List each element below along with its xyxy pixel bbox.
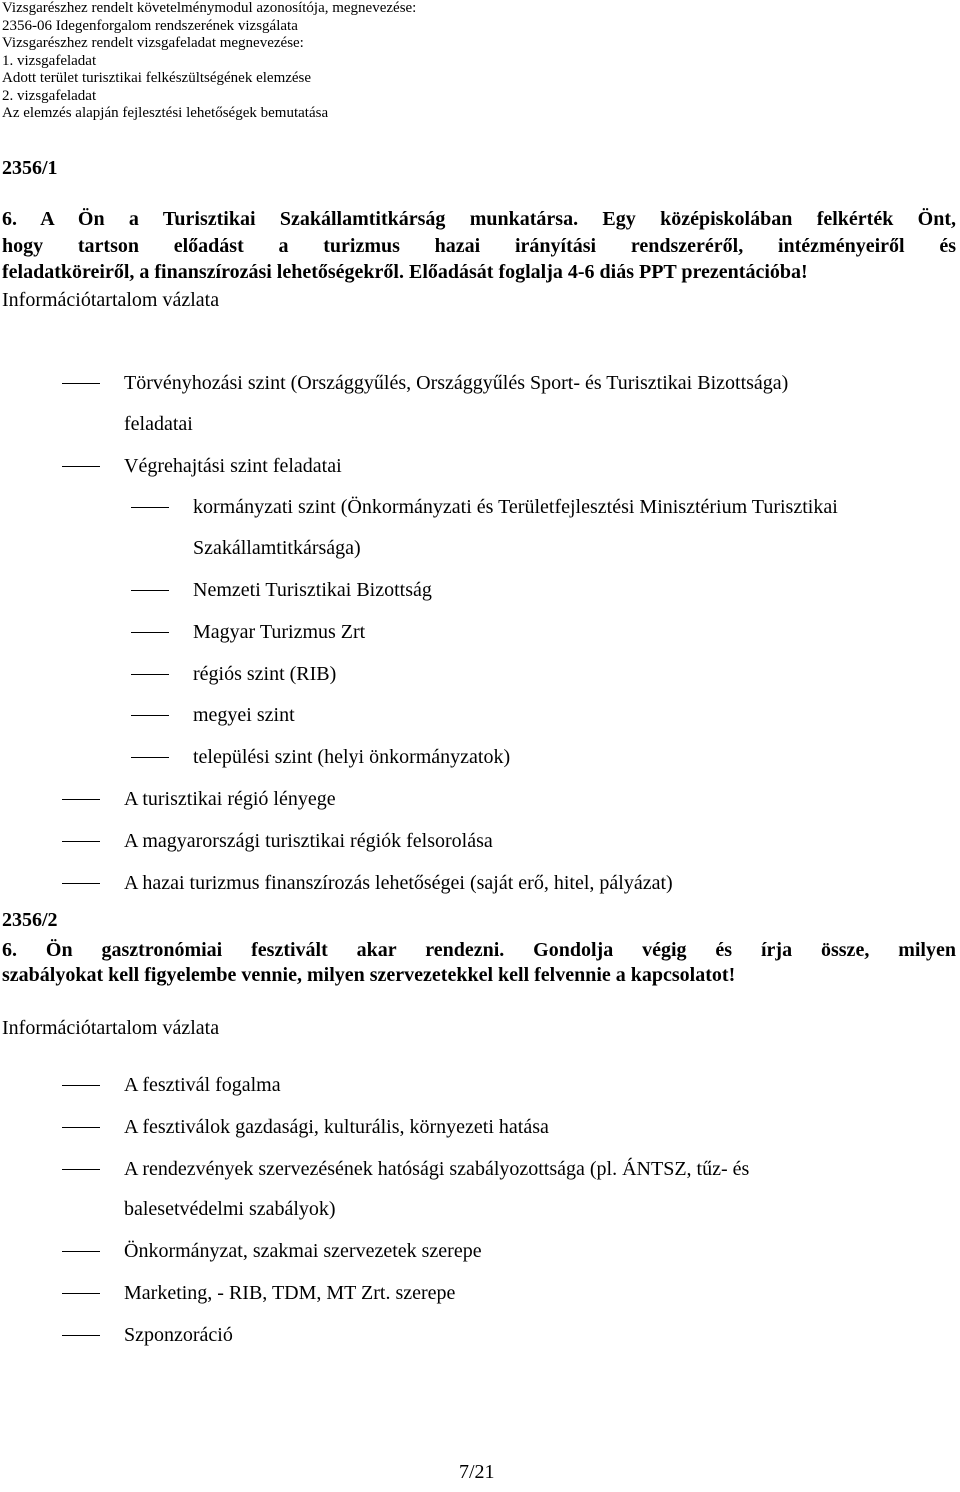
outline-item-text: feladatai — [124, 413, 193, 435]
question-line: feladatköreiről, a finanszírozási lehetőségekről. Előadását foglalja 4-6 diás PPT prezentációba! — [2, 261, 808, 283]
dash-bullet-icon — [62, 383, 100, 384]
dash-bullet-icon — [62, 466, 100, 467]
page-number: 7/21 — [459, 1461, 495, 1483]
outline-item-text: Szponzoráció — [124, 1324, 233, 1346]
dash-bullet-icon — [131, 715, 169, 716]
outline-subitem-text: Szakállamtitkársága) — [193, 537, 361, 559]
outline-item-text: A fesztivál fogalma — [124, 1074, 281, 1096]
question-line: szabályokat kell figyelembe vennie, milyen szervezetekkel kell felvennie a kapcsolatot! — [2, 964, 736, 986]
outline-item-text: Törvényhozási szint (Országgyűlés, Országgyűlés Sport- és Turisztikai Bizottsága) — [124, 372, 789, 394]
outline-item-text: A hazai turizmus finanszírozás lehetőségei (saját erő, hitel, pályázat) — [124, 872, 673, 894]
dash-bullet-icon — [62, 1293, 100, 1294]
dash-bullet-icon — [62, 1085, 100, 1086]
dash-bullet-icon — [62, 1335, 100, 1336]
outline-label: Információtartalom vázlata — [2, 289, 220, 311]
outline-label: Információtartalom vázlata — [2, 1017, 220, 1039]
outline-subitem-text: régiós szint (RIB) — [193, 663, 337, 685]
dash-bullet-icon — [62, 1251, 100, 1252]
header-line: 2356-06 Idegenforgalom rendszerének vizsgálata — [2, 17, 298, 34]
outline-subitem-text: települési szint (helyi önkormányzatok) — [193, 746, 511, 768]
outline-subitem-text: megyei szint — [193, 704, 295, 726]
header-line: Az elemzés alapján fejlesztési lehetőségek bemutatása — [2, 105, 329, 121]
dash-bullet-icon — [62, 1127, 100, 1128]
document-header — [2, 0, 416, 123]
question-line: 6. Ön gasztronómiai fesztivált akar rendezni. Gondolja végig és írja össze, milyen — [2, 939, 956, 961]
outline-item-text: A fesztiválok gazdasági, kulturális, környezeti hatása — [124, 1116, 549, 1138]
outline-item-text: balesetvédelmi szabályok) — [124, 1198, 336, 1220]
dash-bullet-icon — [131, 632, 169, 633]
task-code: 2356/1 — [2, 157, 58, 179]
header-line: Adott terület turisztikai felkészültségének elemzése — [2, 70, 312, 86]
header-line: 1. vizsgafeladat — [2, 52, 97, 69]
dash-bullet-icon — [62, 883, 100, 884]
question-line: 6. A Ön a Turisztikai Szakállamtitkárság munkatársa. Egy középiskolában felkérték Önt, — [2, 208, 956, 230]
outline-subitem-text: kormányzati szint (Önkormányzati és Területfejlesztési Minisztérium Turisztikai — [193, 496, 838, 518]
question-line: hogy tartson előadást a turizmus hazai irányítási rendszeréről, intézményeiről és — [2, 235, 956, 257]
outline-subitem-text: Nemzeti Turisztikai Bizottság — [193, 579, 432, 601]
outline-item-text: Önkormányzat, szakmai szervezetek szerepe — [124, 1240, 482, 1262]
outline-item-text: A rendezvények szervezésének hatósági szabályozottsága (pl. ÁNTSZ, tűz- és — [124, 1158, 750, 1180]
dash-bullet-icon — [131, 674, 169, 675]
dash-bullet-icon — [131, 507, 169, 508]
dash-bullet-icon — [131, 757, 169, 758]
outline-item-text: Marketing, - RIB, TDM, MT Zrt. szerepe — [124, 1282, 456, 1304]
dash-bullet-icon — [131, 590, 169, 591]
header-line: 2. vizsgafeladat — [2, 87, 97, 104]
dash-bullet-icon — [62, 841, 100, 842]
outline-item-text: Végrehajtási szint feladatai — [124, 455, 342, 477]
header-line: Vizsgarészhez rendelt követelménymodul azonosítója, megnevezése: — [2, 0, 417, 16]
task-code: 2356/2 — [2, 909, 58, 931]
outline-item-text: A turisztikai régió lényege — [124, 788, 336, 810]
header-line: Vizsgarészhez rendelt vizsgafeladat megnevezése: — [2, 35, 304, 51]
dash-bullet-icon — [62, 1169, 100, 1170]
outline-subitem-text: Magyar Turizmus Zrt — [193, 621, 366, 643]
outline-item-text: A magyarországi turisztikai régiók felsorolása — [124, 830, 493, 852]
dash-bullet-icon — [62, 799, 100, 800]
